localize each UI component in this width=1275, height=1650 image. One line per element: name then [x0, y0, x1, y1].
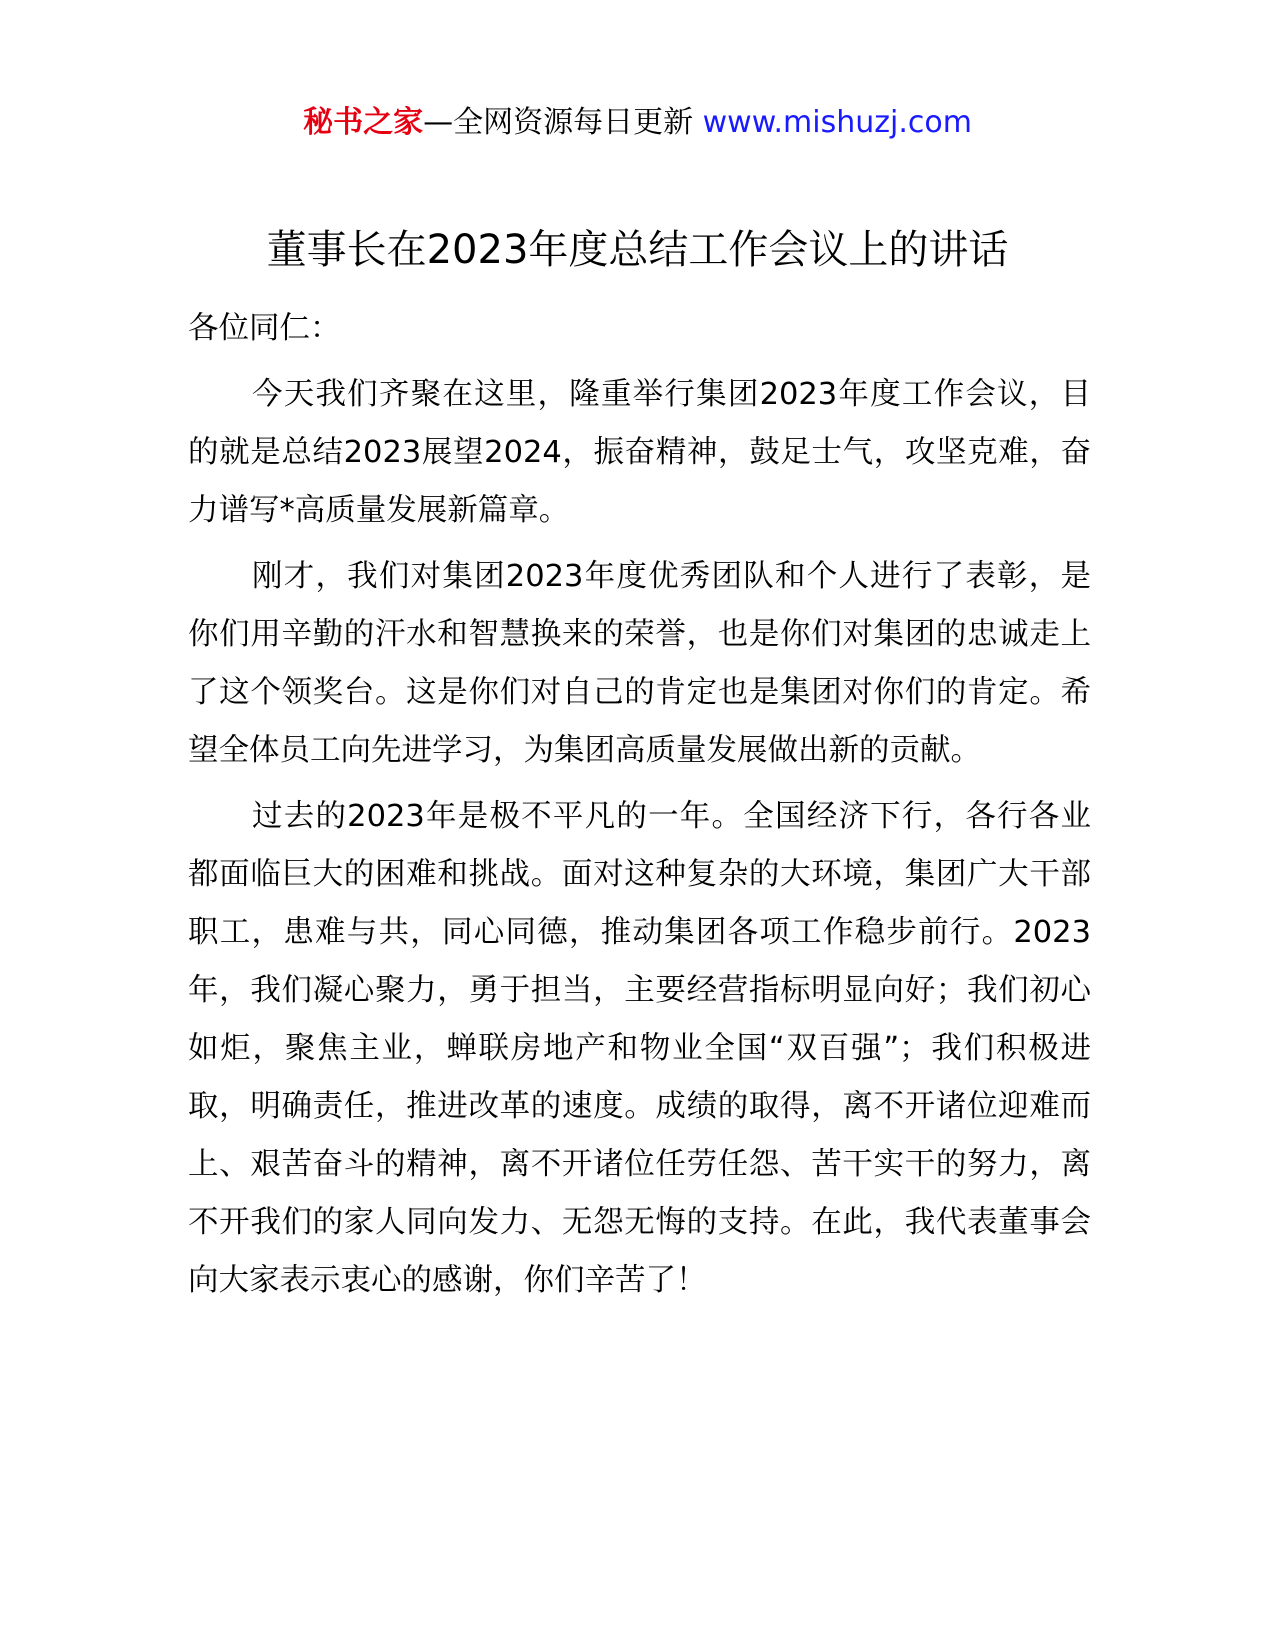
- document-title: 董事长在2023年度总结工作会议上的讲话: [266, 227, 1009, 273]
- salutation: 各位同仁：: [188, 311, 341, 346]
- brand-name: 秘书之家: [303, 105, 424, 140]
- paragraph: 过去的2023年是极不平凡的一年。全国经济下行，各行各业都面临巨大的困难和挑战。面对这种复杂的大环境，集团广大干部职工，患难与共，同心同德，推动集团各项工作稳步前行。2023年，我们凝心聚力，勇于担当，主要经营指标明显向好；我们初心如炬，聚焦主业，蝉联房地产和物业全国“双百强”；我们积极进取，明确责任，推进改革的速度。成绩的取得，离不开诸位迎难而上、艰苦奋斗的精神，离不开诸位任劳任怨、苦干实干的努力，离不开我们的家人同向发力、无怨无悔的支持。在此，我代表董事会向大家表示衷心的感谢，你们辛苦了！: [188, 799, 1091, 1298]
- paragraph: 今天我们齐聚在这里，隆重举行集团2023年度工作会议，目的就是总结2023展望2024，振奋精神，鼓足士气，攻坚克难，奋力谱写*高质量发展新篇章。: [188, 377, 1091, 528]
- site-header: [0, 100, 1275, 146]
- site-url-link[interactable]: www.mishuzj.com: [702, 105, 972, 140]
- paragraph: 刚才，我们对集团2023年度优秀团队和个人进行了表彰，是你们用辛勤的汗水和智慧换来的荣誉，也是你们对集团的忠诚走上了这个领奖台。这是你们对自己的肯定也是集团对你们的肯定。希望全体员工向先进学习，为集团高质量发展做出新的贡献。: [188, 559, 1091, 768]
- header-tagline: —全网资源每日更新: [423, 105, 694, 140]
- document-body: [188, 300, 1091, 1318]
